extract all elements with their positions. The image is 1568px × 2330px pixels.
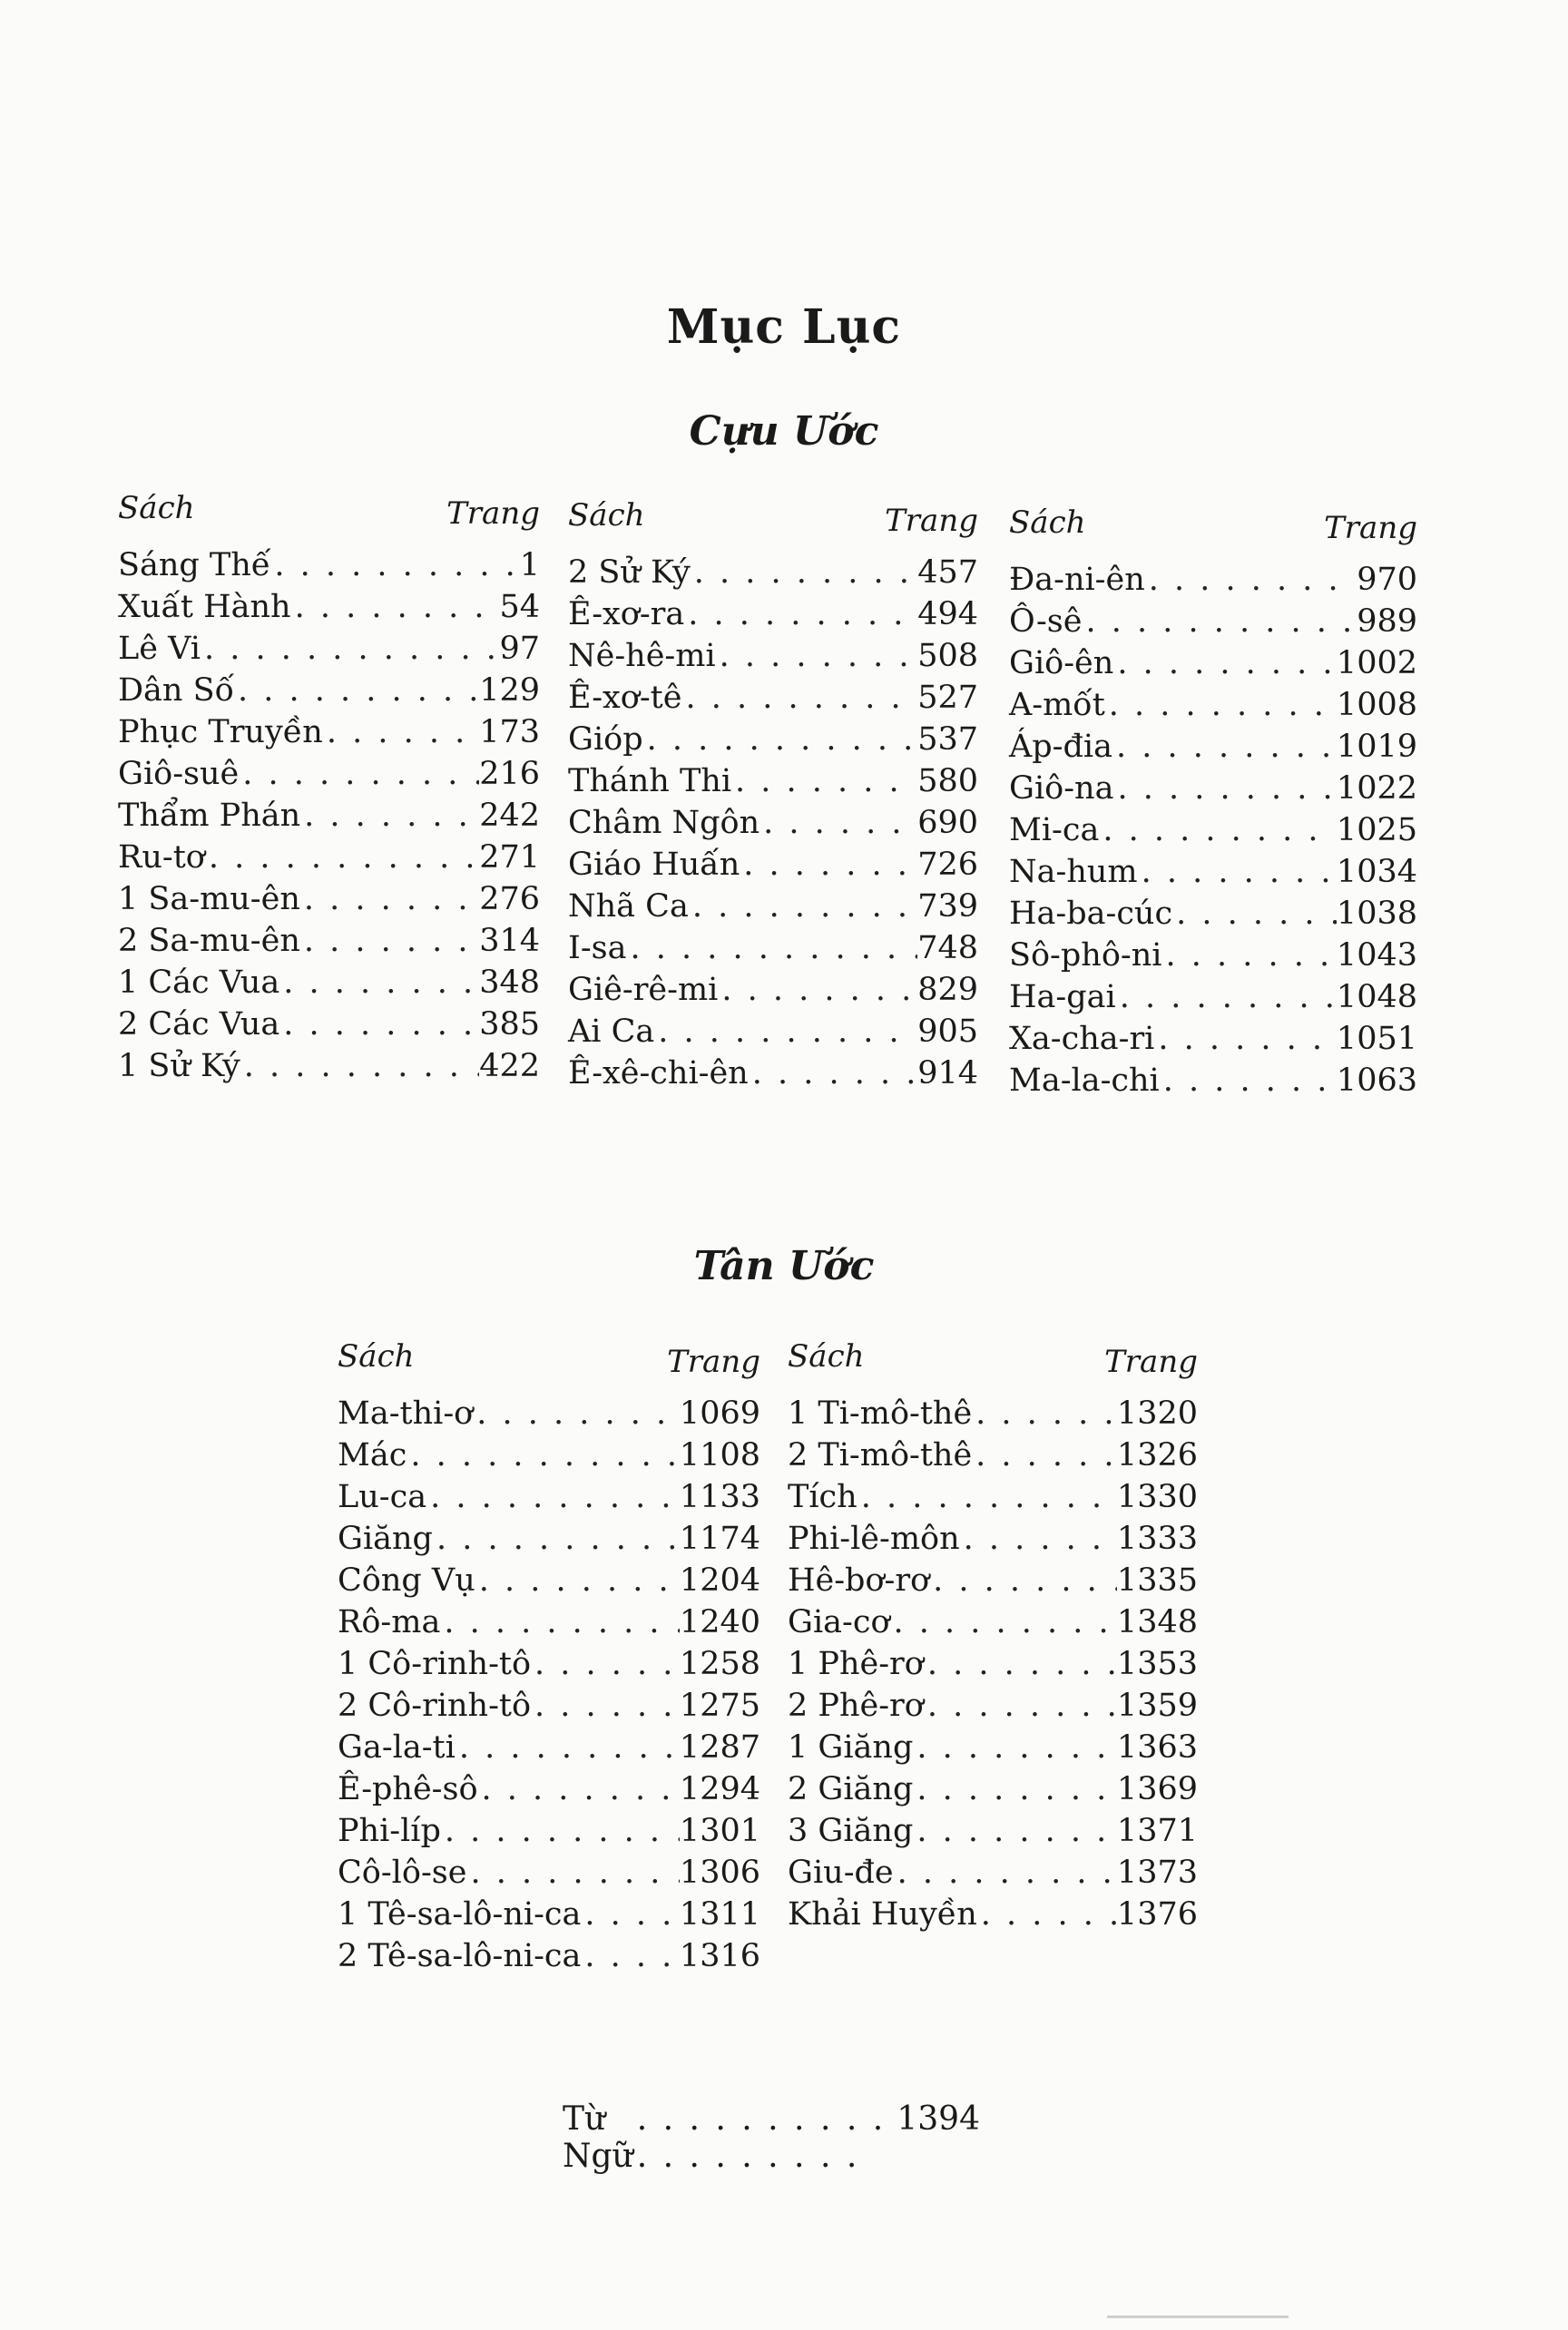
- page-number: 1240: [679, 1604, 760, 1640]
- page-number: 1373: [1116, 1855, 1198, 1891]
- page-number: 1335: [1116, 1562, 1198, 1599]
- leader-dots: [407, 1434, 680, 1476]
- toc-entry: [118, 795, 540, 837]
- page-number: 537: [917, 721, 978, 758]
- book-name: Tích: [788, 1479, 858, 1515]
- leader-dots: [531, 1643, 680, 1685]
- toc-entry: [788, 1643, 1198, 1685]
- toc-entry: [788, 1601, 1198, 1643]
- leader-dots: [201, 628, 500, 670]
- leader-dots: [1113, 642, 1337, 684]
- book-name: Công Vụ: [338, 1562, 475, 1599]
- book-name: 1 Sa-mu-ên: [118, 881, 300, 917]
- page-number: 173: [479, 714, 540, 750]
- new-testament-title: Tân Ước: [693, 1243, 875, 1289]
- leader-dots: [270, 544, 519, 586]
- book-name: Nhã Ca: [568, 888, 689, 925]
- toc-entry: [1009, 809, 1417, 851]
- leader-dots: [1138, 851, 1337, 893]
- book-name: 1 Các Vua: [118, 964, 280, 1001]
- book-name: Ô-sê: [1009, 603, 1083, 640]
- page-number: 1330: [1116, 1479, 1198, 1515]
- leader-dots: [466, 1852, 679, 1894]
- leader-dots: [279, 962, 479, 1003]
- leader-dots: [440, 1601, 680, 1643]
- leader-dots: [1082, 601, 1357, 642]
- book-name: Xuất Hành: [118, 589, 291, 625]
- toc-entry: [1009, 1060, 1417, 1101]
- book-name: 1 Sử Ký: [118, 1048, 240, 1084]
- page-number: 97: [499, 631, 540, 667]
- leader-dots: [654, 1011, 917, 1052]
- book-name: Mác: [338, 1437, 407, 1473]
- page-title: Mục Lục: [666, 299, 902, 355]
- book-name: Phục Truyền: [118, 714, 323, 750]
- toc-entry: [568, 552, 978, 593]
- book-name: Ê-xơ-tê: [568, 680, 682, 716]
- leader-dots: [239, 753, 479, 795]
- page-number: 1301: [679, 1813, 760, 1849]
- page-number: 690: [917, 805, 978, 841]
- book-name: 2 Các Vua: [118, 1006, 280, 1043]
- book-name: Giô-ên: [1009, 645, 1114, 681]
- toc-entry: [118, 711, 540, 753]
- new-testament-column-2: [788, 1338, 1198, 1935]
- leader-dots: [691, 552, 917, 593]
- leader-dots: [234, 670, 479, 711]
- toc-entry: [338, 1852, 760, 1894]
- toc-entry: [1009, 1018, 1417, 1060]
- book-name: Mi-ca: [1009, 812, 1100, 848]
- book-name: 1 Phê-rơ: [788, 1646, 924, 1682]
- glossary-name: Từ Ngữ: [563, 2100, 633, 2175]
- toc-entry: [1009, 559, 1417, 601]
- column-header: [118, 490, 540, 544]
- page-number: 1048: [1336, 979, 1417, 1015]
- book-name: 2 Tê-sa-lô-ni-ca: [338, 1938, 582, 1974]
- toc-entry: [568, 1011, 978, 1052]
- toc-entry: [568, 719, 978, 760]
- book-name: Ma-thi-ơ: [338, 1395, 474, 1432]
- leader-dots: [643, 719, 918, 760]
- toc-entry: [118, 753, 540, 795]
- page-number: 1108: [679, 1437, 760, 1473]
- column-header: [338, 1338, 760, 1393]
- page-number: 1043: [1336, 937, 1417, 974]
- book-name: 2 Sử Ký: [568, 554, 691, 591]
- toc-entry: [338, 1560, 760, 1601]
- leader-dots: [913, 1810, 1117, 1852]
- page-header: Trang: [885, 503, 978, 539]
- book-name: Hê-bơ-rơ: [788, 1562, 930, 1599]
- page-number: 1133: [679, 1479, 760, 1515]
- book-name: Lu-ca: [338, 1479, 427, 1515]
- leader-dots: [426, 1476, 680, 1518]
- book-name: Áp-đia: [1009, 729, 1112, 765]
- glossary-page: 1394: [897, 2100, 980, 2138]
- leader-dots: [749, 1052, 917, 1094]
- book-name: Ê-xơ-ra: [568, 596, 685, 632]
- page-number: 1022: [1336, 770, 1417, 807]
- page-number: 422: [479, 1048, 540, 1084]
- page-number: 1038: [1336, 896, 1417, 932]
- book-header: Sách: [118, 490, 195, 526]
- leader-dots: [300, 878, 479, 920]
- page-number: 1376: [1116, 1896, 1198, 1933]
- page-number: 1294: [679, 1771, 760, 1807]
- toc-entry: [118, 878, 540, 920]
- book-name: Thẩm Phán: [118, 798, 301, 834]
- page-header: Trang: [446, 495, 540, 532]
- leader-dots: [456, 1727, 680, 1768]
- column-header: [1009, 504, 1417, 559]
- page-number: 1063: [1336, 1062, 1417, 1099]
- page-header: Trang: [1324, 510, 1417, 546]
- leader-dots: [689, 886, 917, 927]
- page-number: 1034: [1336, 854, 1417, 890]
- toc-entry: [118, 837, 540, 878]
- book-name: Phi-líp: [338, 1813, 441, 1849]
- book-name: 1 Tê-sa-lô-ni-ca: [338, 1896, 582, 1933]
- book-name: Xa-cha-ri: [1009, 1021, 1155, 1057]
- leader-dots: [972, 1393, 1117, 1434]
- toc-entry: [118, 544, 540, 586]
- page-number: 580: [917, 763, 978, 799]
- book-name: Giăng: [338, 1521, 433, 1557]
- toc-entry: [788, 1810, 1198, 1852]
- page-number: 1316: [679, 1938, 760, 1974]
- book-name: Sô-phô-ni: [1009, 937, 1162, 974]
- leader-dots: [240, 1045, 479, 1087]
- leader-dots: [740, 844, 917, 886]
- toc-entry: [788, 1894, 1198, 1935]
- leader-dots: [716, 635, 918, 677]
- book-name: Ga-la-ti: [338, 1729, 456, 1766]
- leader-dots: [924, 1643, 1117, 1685]
- leader-dots: [1172, 893, 1337, 935]
- page-number: 748: [917, 930, 978, 966]
- toc-entry: [118, 1045, 540, 1087]
- page-number: 905: [917, 1013, 978, 1050]
- toc-entry: [338, 1518, 760, 1560]
- page-number: 457: [917, 554, 978, 591]
- toc-entry: [788, 1518, 1198, 1560]
- book-name: Đa-ni-ên: [1009, 562, 1145, 598]
- toc-entry: [788, 1434, 1198, 1476]
- book-header: Sách: [1009, 504, 1086, 541]
- leader-dots: [977, 1894, 1117, 1935]
- toc-entry: [788, 1393, 1198, 1434]
- leader-dots: [478, 1768, 680, 1810]
- page-number: 1320: [1116, 1395, 1198, 1432]
- book-header: Sách: [338, 1338, 415, 1375]
- page-number: 739: [917, 888, 978, 925]
- page-number: 508: [917, 638, 978, 674]
- book-name: Nê-hê-mi: [568, 638, 716, 674]
- book-name: Cô-lô-se: [338, 1855, 467, 1891]
- leader-dots: [323, 711, 479, 753]
- toc-entry: [568, 760, 978, 802]
- book-name: Gia-cơ: [788, 1604, 890, 1640]
- toc-entry: [568, 886, 978, 927]
- book-name: 2 Cô-rinh-tô: [338, 1688, 532, 1724]
- page-number: 726: [917, 847, 978, 883]
- leader-dots: [1154, 1018, 1337, 1060]
- leader-dots: [858, 1476, 1117, 1518]
- book-name: Thánh Thi: [568, 763, 732, 799]
- page-number: 385: [479, 1006, 540, 1043]
- toc-entry: [1009, 642, 1417, 684]
- book-name: 2 Sa-mu-ên: [118, 923, 300, 959]
- page-number: 1359: [1116, 1688, 1198, 1724]
- book-name: 2 Ti-mô-thê: [788, 1437, 973, 1473]
- leader-dots: [475, 1560, 680, 1601]
- column-header: [788, 1338, 1198, 1393]
- toc-entry: [118, 586, 540, 628]
- leader-dots: [626, 927, 917, 969]
- toc-entry: [338, 1768, 760, 1810]
- toc-entry: [568, 969, 978, 1011]
- leader-dots: [890, 1601, 1117, 1643]
- page-number: 527: [917, 680, 978, 716]
- page-number: 1002: [1336, 645, 1417, 681]
- book-name: Giô-na: [1009, 770, 1114, 807]
- toc-entry: [788, 1560, 1198, 1601]
- old-testament-title: Cựu Ước: [689, 408, 879, 455]
- book-name: Na-hum: [1009, 854, 1138, 890]
- leader-dots: [1160, 1060, 1337, 1101]
- old-testament-column-1: [118, 490, 540, 1087]
- page-number: 276: [479, 881, 540, 917]
- book-header: Sách: [568, 497, 645, 534]
- page-number: 348: [479, 964, 540, 1001]
- book-name: Gióp: [568, 721, 643, 758]
- book-name: Phi-lê-môn: [788, 1521, 960, 1557]
- book-name: Ê-xê-chi-ên: [568, 1055, 749, 1092]
- page-number: 1333: [1116, 1521, 1198, 1557]
- book-name: Dân Số: [118, 672, 234, 709]
- page-number: 1275: [679, 1688, 760, 1724]
- page-number: 1306: [679, 1855, 760, 1891]
- toc-entry: [338, 1685, 760, 1727]
- toc-entry: [338, 1894, 760, 1935]
- page-number: 1258: [679, 1646, 760, 1682]
- toc-entry: [118, 920, 540, 962]
- page-header: Trang: [667, 1344, 760, 1380]
- toc-entry: [338, 1393, 760, 1434]
- page-number: 1326: [1116, 1437, 1198, 1473]
- leader-dots: [473, 1393, 680, 1434]
- page-number: 1363: [1116, 1729, 1198, 1766]
- leader-dots: [581, 1935, 680, 1977]
- leader-dots: [205, 837, 479, 878]
- page-number: 829: [917, 972, 978, 1008]
- book-header: Sách: [788, 1338, 865, 1375]
- page-number: 914: [917, 1055, 978, 1092]
- page-number: 1008: [1336, 687, 1417, 723]
- column-header: [568, 497, 978, 552]
- book-name: 3 Giăng: [788, 1813, 914, 1849]
- leader-dots: [433, 1518, 680, 1560]
- toc-entry: [118, 628, 540, 670]
- leader-dots: [894, 1852, 1117, 1894]
- toc-entry: [568, 927, 978, 969]
- leader-dots: [681, 677, 917, 719]
- toc-entry: [338, 1935, 760, 1977]
- book-name: Giu-đe: [788, 1855, 894, 1891]
- toc-entry: [338, 1727, 760, 1768]
- leader-dots: [279, 1003, 479, 1045]
- toc-entry: [338, 1643, 760, 1685]
- toc-entry: [1009, 976, 1417, 1018]
- book-name: I-sa: [568, 930, 627, 966]
- leader-dots: [972, 1434, 1117, 1476]
- glossary-entry: [563, 2100, 980, 2175]
- page-number: 1025: [1336, 812, 1417, 848]
- book-name: Ma-la-chi: [1009, 1062, 1160, 1099]
- leader-dots: [1105, 684, 1337, 726]
- toc-entry: [118, 670, 540, 711]
- leader-dots: [633, 2100, 897, 2175]
- toc-entry: [788, 1476, 1198, 1518]
- leader-dots: [718, 969, 917, 1011]
- toc-entry: [568, 677, 978, 719]
- leader-dots: [960, 1518, 1117, 1560]
- leader-dots: [581, 1894, 680, 1935]
- book-name: Sáng Thế: [118, 547, 271, 583]
- toc-entry: [1009, 726, 1417, 768]
- page-header: Trang: [1104, 1344, 1198, 1380]
- page-number: 1353: [1116, 1646, 1198, 1682]
- page-number: 1369: [1116, 1771, 1198, 1807]
- page-number: 970: [1357, 562, 1417, 598]
- toc-entry: [788, 1768, 1198, 1810]
- toc-entry: [1009, 684, 1417, 726]
- book-name: 1 Giăng: [788, 1729, 914, 1766]
- leader-dots: [441, 1810, 680, 1852]
- book-name: Giáo Huấn: [568, 847, 740, 883]
- toc-entry: [338, 1810, 760, 1852]
- leader-dots: [291, 586, 500, 628]
- page-number: 54: [499, 589, 540, 625]
- toc-entry: [568, 635, 978, 677]
- old-testament-column-2: [568, 497, 978, 1094]
- page-number: 1348: [1116, 1604, 1198, 1640]
- book-name: Giê-rê-mi: [568, 972, 719, 1008]
- leader-dots: [913, 1768, 1117, 1810]
- new-testament-column-1: [338, 1338, 760, 1977]
- toc-entry: [788, 1852, 1198, 1894]
- leader-dots: [913, 1727, 1117, 1768]
- leader-dots: [300, 920, 479, 962]
- book-name: Châm Ngôn: [568, 805, 760, 841]
- page-number: 1287: [679, 1729, 760, 1766]
- page-number: 1204: [679, 1562, 760, 1599]
- page-number: 1019: [1336, 729, 1417, 765]
- page-number: 989: [1357, 603, 1417, 640]
- book-name: Ru-tơ: [118, 839, 205, 876]
- page-number: 1051: [1336, 1021, 1417, 1057]
- book-name: Ha-ba-cúc: [1009, 896, 1173, 932]
- page-number: 216: [479, 756, 540, 792]
- leader-dots: [1145, 559, 1357, 601]
- book-name: 2 Giăng: [788, 1771, 914, 1807]
- book-name: A-mốt: [1009, 687, 1105, 723]
- page-number: 1311: [679, 1896, 760, 1933]
- page-number: 314: [479, 923, 540, 959]
- old-testament-column-3: [1009, 504, 1417, 1101]
- book-name: 2 Phê-rơ: [788, 1688, 924, 1724]
- toc-entry: [1009, 601, 1417, 642]
- leader-dots: [1099, 809, 1337, 851]
- page-number: 1: [519, 547, 540, 583]
- toc-entry: [568, 802, 978, 844]
- toc-entry: [568, 844, 978, 886]
- toc-entry: [1009, 935, 1417, 976]
- leader-dots: [1161, 935, 1336, 976]
- leader-dots: [731, 760, 917, 802]
- toc-entry: [118, 962, 540, 1003]
- book-name: Lê Vi: [118, 631, 201, 667]
- page-number: 1371: [1116, 1813, 1198, 1849]
- page-number: 494: [917, 596, 978, 632]
- toc-entry: [788, 1685, 1198, 1727]
- leader-dots: [684, 593, 917, 635]
- toc-entry: [788, 1727, 1198, 1768]
- leader-dots: [760, 802, 917, 844]
- book-name: Ê-phê-sô: [338, 1771, 478, 1807]
- leader-dots: [1116, 976, 1337, 1018]
- page-number: 271: [479, 839, 540, 876]
- book-name: 1 Cô-rinh-tô: [338, 1646, 532, 1682]
- page-number: 242: [479, 798, 540, 834]
- book-name: Ha-gai: [1009, 979, 1116, 1015]
- book-name: Rô-ma: [338, 1604, 441, 1640]
- book-name: 1 Ti-mô-thê: [788, 1395, 973, 1432]
- page-number: 129: [479, 672, 540, 709]
- toc-entry: [338, 1434, 760, 1476]
- book-name: Giô-suê: [118, 756, 240, 792]
- page-number: 1174: [679, 1521, 760, 1557]
- toc-entry: [338, 1601, 760, 1643]
- book-name: Ai Ca: [568, 1013, 655, 1050]
- toc-entry: [1009, 768, 1417, 809]
- toc-entry: [568, 1052, 978, 1094]
- toc-entry: [338, 1476, 760, 1518]
- toc-entry: [568, 593, 978, 635]
- book-name: Khải Huyền: [788, 1896, 977, 1933]
- toc-entry: [118, 1003, 540, 1045]
- leader-dots: [300, 795, 479, 837]
- page-number: 1069: [679, 1395, 760, 1432]
- scan-edge-line: [1107, 2315, 1289, 2318]
- leader-dots: [531, 1685, 680, 1727]
- leader-dots: [929, 1560, 1117, 1601]
- leader-dots: [1112, 726, 1337, 768]
- toc-entry: [1009, 893, 1417, 935]
- toc-entry: [1009, 851, 1417, 893]
- leader-dots: [1113, 768, 1336, 809]
- leader-dots: [924, 1685, 1117, 1727]
